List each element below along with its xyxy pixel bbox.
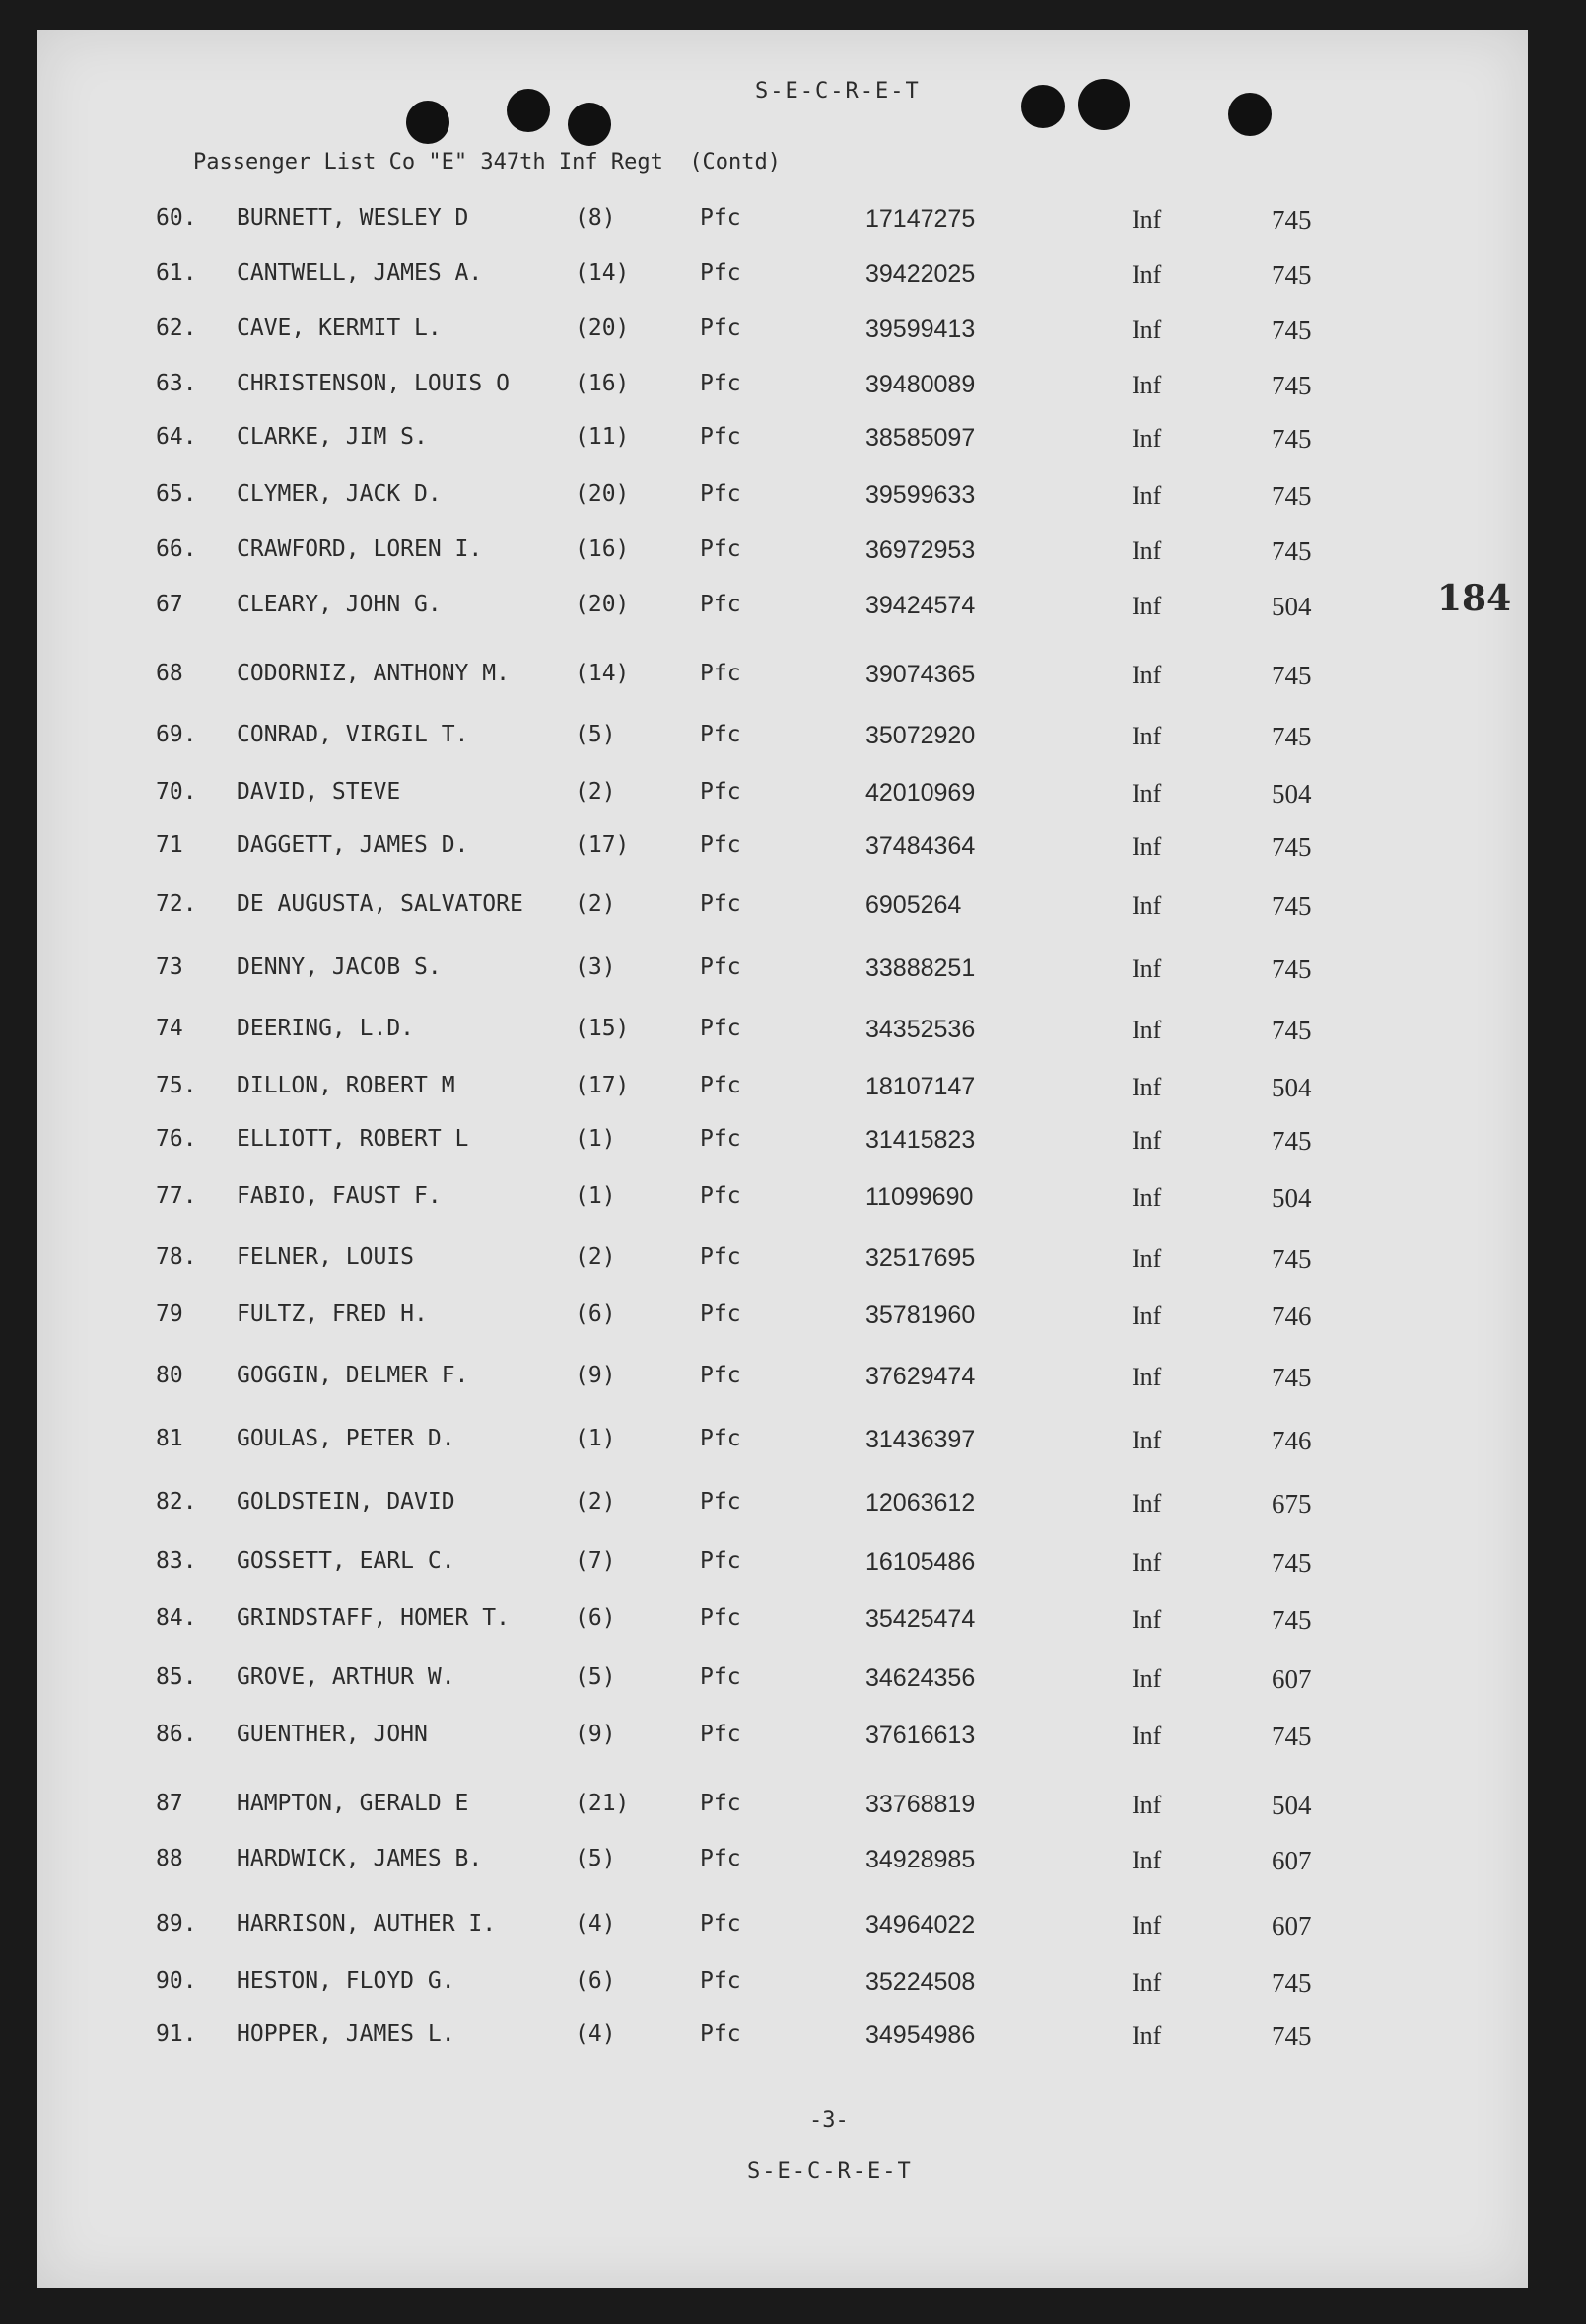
passenger-name: DAGGETT, JAMES D. bbox=[237, 832, 469, 858]
group-number: (8) bbox=[575, 205, 616, 231]
arm-of-service: Inf bbox=[1132, 1016, 1162, 1044]
serial-number: 35072920 bbox=[865, 722, 976, 749]
group-number: (17) bbox=[575, 832, 630, 858]
group-number: (7) bbox=[575, 1548, 616, 1574]
passenger-name: CONRAD, VIRGIL T. bbox=[237, 722, 469, 747]
row-number: 77. bbox=[156, 1183, 197, 1209]
spec-code: 745 bbox=[1272, 954, 1312, 984]
table-row bbox=[37, 592, 1528, 631]
group-number: (3) bbox=[575, 954, 616, 980]
serial-number: 34954986 bbox=[865, 2021, 976, 2049]
arm-of-service: Inf bbox=[1132, 260, 1162, 289]
row-number: 65. bbox=[156, 481, 197, 507]
passenger-name: FELNER, LOUIS bbox=[237, 1244, 415, 1270]
serial-number: 39480089 bbox=[865, 371, 976, 398]
punch-hole bbox=[568, 103, 611, 146]
header-classification: S-E-C-R-E-T bbox=[755, 79, 921, 104]
spec-code: 745 bbox=[1272, 260, 1312, 290]
punch-hole bbox=[1021, 85, 1065, 128]
arm-of-service: Inf bbox=[1132, 1363, 1162, 1391]
serial-number: 33768819 bbox=[865, 1791, 976, 1818]
serial-number: 38585097 bbox=[865, 424, 976, 452]
spec-code: 745 bbox=[1272, 661, 1312, 690]
spec-code: 745 bbox=[1272, 1722, 1312, 1751]
serial-number: 39599413 bbox=[865, 316, 976, 343]
arm-of-service: Inf bbox=[1132, 424, 1162, 453]
arm-of-service: Inf bbox=[1132, 1548, 1162, 1577]
punch-hole bbox=[1228, 93, 1272, 136]
passenger-name: GUENTHER, JOHN bbox=[237, 1722, 428, 1747]
group-number: (4) bbox=[575, 2021, 616, 2047]
serial-number: 34352536 bbox=[865, 1016, 976, 1043]
passenger-name: HOPPER, JAMES L. bbox=[237, 2021, 455, 2047]
serial-number: 34964022 bbox=[865, 1911, 976, 1938]
table-row bbox=[37, 2021, 1528, 2061]
spec-code: 746 bbox=[1272, 1302, 1312, 1331]
passenger-name: GOULAS, PETER D. bbox=[237, 1426, 455, 1451]
rank: Pfc bbox=[700, 1126, 741, 1152]
rank: Pfc bbox=[700, 1183, 741, 1209]
serial-number: 39074365 bbox=[865, 661, 976, 688]
group-number: (20) bbox=[575, 316, 630, 341]
group-number: (9) bbox=[575, 1363, 616, 1388]
passenger-name: DE AUGUSTA, SALVATORE bbox=[237, 891, 523, 917]
rank: Pfc bbox=[700, 1426, 741, 1451]
table-row bbox=[37, 1605, 1528, 1645]
serial-number: 35425474 bbox=[865, 1605, 976, 1633]
table-row bbox=[37, 1489, 1528, 1528]
rank: Pfc bbox=[700, 1968, 741, 1994]
row-number: 64. bbox=[156, 424, 197, 450]
rank: Pfc bbox=[700, 536, 741, 562]
arm-of-service: Inf bbox=[1132, 1489, 1162, 1517]
rank: Pfc bbox=[700, 1846, 741, 1871]
group-number: (17) bbox=[575, 1073, 630, 1098]
serial-number: 37484364 bbox=[865, 832, 976, 860]
row-number: 82. bbox=[156, 1489, 197, 1514]
table-row bbox=[37, 260, 1528, 300]
arm-of-service: Inf bbox=[1132, 1664, 1162, 1693]
group-number: (2) bbox=[575, 891, 616, 917]
passenger-name: FULTZ, FRED H. bbox=[237, 1302, 428, 1327]
spec-code: 745 bbox=[1272, 1126, 1312, 1156]
row-number: 81 bbox=[156, 1426, 183, 1451]
table-row bbox=[37, 1548, 1528, 1587]
row-number: 90. bbox=[156, 1968, 197, 1994]
table-row bbox=[37, 1664, 1528, 1704]
row-number: 87 bbox=[156, 1791, 183, 1816]
arm-of-service: Inf bbox=[1132, 954, 1162, 983]
serial-number: 37629474 bbox=[865, 1363, 976, 1390]
page-number: -3- bbox=[809, 2108, 849, 2133]
rank: Pfc bbox=[700, 1016, 741, 1041]
spec-code: 675 bbox=[1272, 1489, 1312, 1518]
spec-code: 607 bbox=[1272, 1911, 1312, 1940]
spec-code: 746 bbox=[1272, 1426, 1312, 1455]
arm-of-service: Inf bbox=[1132, 1426, 1162, 1454]
rank: Pfc bbox=[700, 661, 741, 686]
arm-of-service: Inf bbox=[1132, 1791, 1162, 1819]
group-number: (15) bbox=[575, 1016, 630, 1041]
arm-of-service: Inf bbox=[1132, 1968, 1162, 1997]
spec-code: 504 bbox=[1272, 779, 1312, 809]
passenger-name: CAVE, KERMIT L. bbox=[237, 316, 442, 341]
rank: Pfc bbox=[700, 316, 741, 341]
passenger-name: GRINDSTAFF, HOMER T. bbox=[237, 1605, 510, 1631]
spec-code: 745 bbox=[1272, 1968, 1312, 1998]
row-number: 70. bbox=[156, 779, 197, 805]
arm-of-service: Inf bbox=[1132, 481, 1162, 510]
passenger-name: BURNETT, WESLEY D bbox=[237, 205, 469, 231]
table-row bbox=[37, 891, 1528, 931]
spec-code: 607 bbox=[1272, 1846, 1312, 1875]
spec-code: 745 bbox=[1272, 891, 1312, 921]
passenger-name: GOGGIN, DELMER F. bbox=[237, 1363, 469, 1388]
arm-of-service: Inf bbox=[1132, 205, 1162, 234]
spec-code: 745 bbox=[1272, 722, 1312, 751]
serial-number: 39422025 bbox=[865, 260, 976, 288]
table-row bbox=[37, 1968, 1528, 2007]
rank: Pfc bbox=[700, 954, 741, 980]
group-number: (14) bbox=[575, 661, 630, 686]
group-number: (5) bbox=[575, 1664, 616, 1690]
spec-code: 745 bbox=[1272, 1548, 1312, 1578]
passenger-name: HARDWICK, JAMES B. bbox=[237, 1846, 483, 1871]
group-number: (9) bbox=[575, 1722, 616, 1747]
arm-of-service: Inf bbox=[1132, 832, 1162, 861]
arm-of-service: Inf bbox=[1132, 1605, 1162, 1634]
passenger-name: CODORNIZ, ANTHONY M. bbox=[237, 661, 510, 686]
rank: Pfc bbox=[700, 1791, 741, 1816]
passenger-name: CRAWFORD, LOREN I. bbox=[237, 536, 483, 562]
arm-of-service: Inf bbox=[1132, 371, 1162, 399]
table-row bbox=[37, 1183, 1528, 1223]
group-number: (2) bbox=[575, 779, 616, 805]
table-row bbox=[37, 1911, 1528, 1950]
spec-code: 745 bbox=[1272, 2021, 1312, 2051]
rank: Pfc bbox=[700, 891, 741, 917]
table-row bbox=[37, 779, 1528, 818]
table-row bbox=[37, 1073, 1528, 1112]
arm-of-service: Inf bbox=[1132, 661, 1162, 689]
punch-hole bbox=[1078, 79, 1130, 130]
row-number: 72. bbox=[156, 891, 197, 917]
passenger-name: DENNY, JACOB S. bbox=[237, 954, 442, 980]
arm-of-service: Inf bbox=[1132, 722, 1162, 750]
table-row bbox=[37, 1016, 1528, 1055]
serial-number: 33888251 bbox=[865, 954, 976, 982]
rank: Pfc bbox=[700, 1722, 741, 1747]
arm-of-service: Inf bbox=[1132, 592, 1162, 620]
serial-number: 42010969 bbox=[865, 779, 976, 807]
footer-classification: S-E-C-R-E-T bbox=[747, 2159, 913, 2184]
arm-of-service: Inf bbox=[1132, 1302, 1162, 1330]
serial-number: 18107147 bbox=[865, 1073, 976, 1100]
row-number: 91. bbox=[156, 2021, 197, 2047]
table-row bbox=[37, 371, 1528, 410]
arm-of-service: Inf bbox=[1132, 1244, 1162, 1273]
row-number: 76. bbox=[156, 1126, 197, 1152]
row-number: 80 bbox=[156, 1363, 183, 1388]
arm-of-service: Inf bbox=[1132, 1073, 1162, 1101]
group-number: (2) bbox=[575, 1489, 616, 1514]
row-number: 67 bbox=[156, 592, 183, 617]
passenger-name: CANTWELL, JAMES A. bbox=[237, 260, 483, 286]
spec-code: 745 bbox=[1272, 205, 1312, 235]
group-number: (11) bbox=[575, 424, 630, 450]
spec-code: 504 bbox=[1272, 1791, 1312, 1820]
serial-number: 31436397 bbox=[865, 1426, 976, 1453]
serial-number: 32517695 bbox=[865, 1244, 976, 1272]
row-number: 75. bbox=[156, 1073, 197, 1098]
arm-of-service: Inf bbox=[1132, 1846, 1162, 1874]
serial-number: 31415823 bbox=[865, 1126, 976, 1154]
row-number: 69. bbox=[156, 722, 197, 747]
passenger-name: DILLON, ROBERT M bbox=[237, 1073, 455, 1098]
row-number: 60. bbox=[156, 205, 197, 231]
row-number: 78. bbox=[156, 1244, 197, 1270]
row-number: 83. bbox=[156, 1548, 197, 1574]
serial-number: 12063612 bbox=[865, 1489, 976, 1516]
group-number: (5) bbox=[575, 722, 616, 747]
passenger-name: GOSSETT, EARL C. bbox=[237, 1548, 455, 1574]
group-number: (16) bbox=[575, 371, 630, 396]
rank: Pfc bbox=[700, 1073, 741, 1098]
spec-code: 745 bbox=[1272, 481, 1312, 511]
serial-number: 35781960 bbox=[865, 1302, 976, 1329]
table-row bbox=[37, 1302, 1528, 1341]
row-number: 84. bbox=[156, 1605, 197, 1631]
passenger-name: HAMPTON, GERALD E bbox=[237, 1791, 469, 1816]
spec-code: 745 bbox=[1272, 1016, 1312, 1045]
punch-hole bbox=[406, 101, 449, 144]
group-number: (1) bbox=[575, 1126, 616, 1152]
punch-hole bbox=[507, 89, 550, 132]
group-number: (1) bbox=[575, 1426, 616, 1451]
serial-number: 6905264 bbox=[865, 891, 962, 919]
rank: Pfc bbox=[700, 1911, 741, 1937]
spec-code: 745 bbox=[1272, 316, 1312, 345]
table-row bbox=[37, 424, 1528, 463]
arm-of-service: Inf bbox=[1132, 1126, 1162, 1155]
table-row bbox=[37, 1126, 1528, 1165]
table-row bbox=[37, 722, 1528, 761]
passenger-name: CLYMER, JACK D. bbox=[237, 481, 442, 507]
row-number: 79 bbox=[156, 1302, 183, 1327]
spec-code: 745 bbox=[1272, 832, 1312, 862]
serial-number: 34928985 bbox=[865, 1846, 976, 1873]
group-number: (6) bbox=[575, 1302, 616, 1327]
serial-number: 16105486 bbox=[865, 1548, 976, 1576]
table-row bbox=[37, 661, 1528, 700]
row-number: 86. bbox=[156, 1722, 197, 1747]
table-row bbox=[37, 205, 1528, 245]
table-row bbox=[37, 1722, 1528, 1761]
spec-code: 504 bbox=[1272, 1183, 1312, 1213]
group-number: (16) bbox=[575, 536, 630, 562]
spec-code: 745 bbox=[1272, 371, 1312, 400]
table-row bbox=[37, 481, 1528, 521]
passenger-name: DEERING, L.D. bbox=[237, 1016, 415, 1041]
passenger-name: CLARKE, JIM S. bbox=[237, 424, 428, 450]
group-number: (5) bbox=[575, 1846, 616, 1871]
row-number: 74 bbox=[156, 1016, 183, 1041]
spec-code: 745 bbox=[1272, 424, 1312, 454]
serial-number: 34624356 bbox=[865, 1664, 976, 1692]
rank: Pfc bbox=[700, 1489, 741, 1514]
spec-code: 745 bbox=[1272, 1363, 1312, 1392]
arm-of-service: Inf bbox=[1132, 779, 1162, 808]
passenger-name: GOLDSTEIN, DAVID bbox=[237, 1489, 455, 1514]
row-number: 85. bbox=[156, 1664, 197, 1690]
group-number: (2) bbox=[575, 1244, 616, 1270]
rank: Pfc bbox=[700, 481, 741, 507]
passenger-name: DAVID, STEVE bbox=[237, 779, 401, 805]
group-number: (14) bbox=[575, 260, 630, 286]
table-row bbox=[37, 1791, 1528, 1830]
arm-of-service: Inf bbox=[1132, 1722, 1162, 1750]
spec-code: 745 bbox=[1272, 536, 1312, 566]
row-number: 68 bbox=[156, 661, 183, 686]
table-row bbox=[37, 1363, 1528, 1402]
page-stamp-number: 184 bbox=[1437, 578, 1512, 619]
group-number: (6) bbox=[575, 1605, 616, 1631]
serial-number: 11099690 bbox=[865, 1183, 974, 1211]
row-number: 88 bbox=[156, 1846, 183, 1871]
document-page bbox=[37, 30, 1528, 2288]
group-number: (20) bbox=[575, 481, 630, 507]
arm-of-service: Inf bbox=[1132, 316, 1162, 344]
serial-number: 37616613 bbox=[865, 1722, 976, 1749]
serial-number: 39424574 bbox=[865, 592, 976, 619]
spec-code: 607 bbox=[1272, 1664, 1312, 1694]
row-number: 89. bbox=[156, 1911, 197, 1937]
rank: Pfc bbox=[700, 592, 741, 617]
rank: Pfc bbox=[700, 1363, 741, 1388]
passenger-name: CLEARY, JOHN G. bbox=[237, 592, 442, 617]
rank: Pfc bbox=[700, 1548, 741, 1574]
serial-number: 17147275 bbox=[865, 205, 976, 233]
row-number: 63. bbox=[156, 371, 197, 396]
table-row bbox=[37, 1426, 1528, 1465]
rank: Pfc bbox=[700, 832, 741, 858]
rank: Pfc bbox=[700, 1605, 741, 1631]
table-row bbox=[37, 536, 1528, 576]
table-row bbox=[37, 832, 1528, 872]
row-number: 73 bbox=[156, 954, 183, 980]
spec-code: 504 bbox=[1272, 1073, 1312, 1102]
row-number: 66. bbox=[156, 536, 197, 562]
serial-number: 36972953 bbox=[865, 536, 976, 564]
group-number: (1) bbox=[575, 1183, 616, 1209]
table-row bbox=[37, 316, 1528, 355]
passenger-name: ELLIOTT, ROBERT L bbox=[237, 1126, 469, 1152]
passenger-name: GROVE, ARTHUR W. bbox=[237, 1664, 455, 1690]
document-title: Passenger List Co "E" 347th Inf Regt (Contd) bbox=[193, 150, 782, 175]
spec-code: 504 bbox=[1272, 592, 1312, 621]
table-row bbox=[37, 954, 1528, 994]
rank: Pfc bbox=[700, 1664, 741, 1690]
group-number: (21) bbox=[575, 1791, 630, 1816]
row-number: 61. bbox=[156, 260, 197, 286]
passenger-name: HARRISON, AUTHER I. bbox=[237, 1911, 497, 1937]
rank: Pfc bbox=[700, 424, 741, 450]
arm-of-service: Inf bbox=[1132, 891, 1162, 920]
spec-code: 745 bbox=[1272, 1605, 1312, 1635]
group-number: (4) bbox=[575, 1911, 616, 1937]
table-row bbox=[37, 1846, 1528, 1885]
rank: Pfc bbox=[700, 1302, 741, 1327]
table-row bbox=[37, 1244, 1528, 1284]
group-number: (20) bbox=[575, 592, 630, 617]
arm-of-service: Inf bbox=[1132, 1183, 1162, 1212]
serial-number: 39599633 bbox=[865, 481, 976, 509]
passenger-name: HESTON, FLOYD G. bbox=[237, 1968, 455, 1994]
row-number: 71 bbox=[156, 832, 183, 858]
serial-number: 35224508 bbox=[865, 1968, 976, 1996]
rank: Pfc bbox=[700, 779, 741, 805]
rank: Pfc bbox=[700, 1244, 741, 1270]
group-number: (6) bbox=[575, 1968, 616, 1994]
arm-of-service: Inf bbox=[1132, 536, 1162, 565]
rank: Pfc bbox=[700, 722, 741, 747]
arm-of-service: Inf bbox=[1132, 2021, 1162, 2050]
rank: Pfc bbox=[700, 2021, 741, 2047]
arm-of-service: Inf bbox=[1132, 1911, 1162, 1939]
spec-code: 745 bbox=[1272, 1244, 1312, 1274]
rank: Pfc bbox=[700, 205, 741, 231]
passenger-name: FABIO, FAUST F. bbox=[237, 1183, 442, 1209]
passenger-name: CHRISTENSON, LOUIS O bbox=[237, 371, 510, 396]
rank: Pfc bbox=[700, 260, 741, 286]
row-number: 62. bbox=[156, 316, 197, 341]
rank: Pfc bbox=[700, 371, 741, 396]
